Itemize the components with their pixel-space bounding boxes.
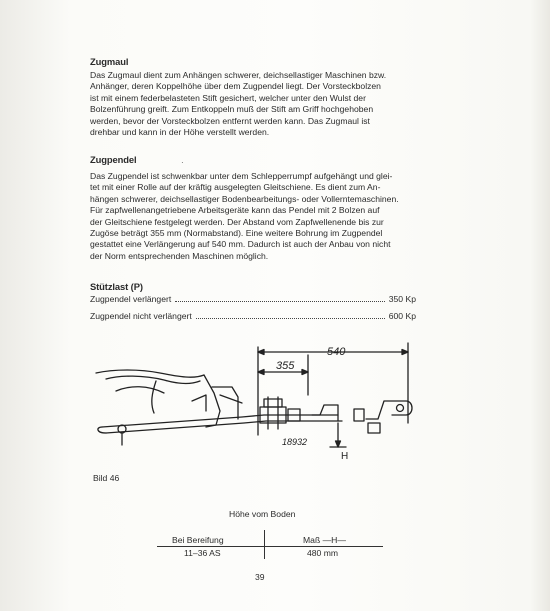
drawbar-technical-drawing [92, 335, 422, 465]
paragraph-line: hängen schwerer, deichsellastiger Bodenbearbeitungs- oder Vollerntemaschinen. [90, 193, 399, 204]
hitch-bracket [192, 395, 206, 411]
paragraph-line: Das Zugmaul dient zum Anhängen schwerer, deichsellastiger Maschinen bzw. [90, 70, 387, 80]
paragraph-line: tet mit einer Rolle auf der kräftig ausgelegten Gleitschiene. Es dient zum An- [90, 182, 381, 193]
zugpendel-paragraph [90, 171, 430, 262]
stuetzlast-heading: Stützlast (P) [90, 281, 143, 292]
tractor-body-outline [116, 387, 164, 393]
spec-label: Zugpendel verlängert [90, 294, 172, 304]
paragraph-line: Das Zugpendel ist schwenkbar unter dem Schlepperrumpf aufgehängt und glei- [90, 171, 393, 181]
drawbar-rail [106, 421, 342, 433]
pin-block [368, 423, 380, 433]
paragraph-line: der Gleitschiene festgelegt werden. Der Abstand vom Zapfwellenende bis zur [90, 216, 384, 227]
figure-caption: Bild 46 [93, 473, 120, 483]
table-cell-dimension: 480 mm [307, 548, 339, 558]
table-header-tire: Bei Bereifung [172, 535, 224, 545]
drawbar-eye-shank [312, 405, 338, 421]
spec-value: 350 Kp [388, 294, 416, 304]
paragraph-line: Für zapfwellenangetriebene Arbeitsgeräte kann das Pendel mit 2 Bolzen auf [90, 205, 380, 216]
spec-row-not-extended [90, 311, 416, 321]
drawbar-eye-extended [366, 401, 412, 419]
paragraph-line: drehbar und kann in der Höhe verstellt werden. [90, 127, 270, 138]
clamp-top [264, 399, 282, 407]
paragraph-line: der Norm entsprechenden Maschinen möglich. [90, 250, 269, 261]
hitch-bracket [212, 387, 238, 419]
height-arrow [336, 441, 341, 447]
spec-value: 600 Kp [388, 311, 416, 321]
dimension-label-540: 540 [327, 346, 346, 358]
dimension-label-355: 355 [276, 360, 295, 372]
height-label: H [341, 451, 349, 462]
tractor-body-outline [152, 381, 156, 413]
paragraph-line: Bolzenführung greift. Zum Entkoppeln muß der Stift am Griff hochgehoben [90, 104, 374, 115]
table-title: Höhe vom Boden [229, 509, 296, 519]
tractor-body-outline [96, 370, 204, 377]
paragraph-line: ist mit einem federbelasteten Stift gesichert, welcher unter den Wulst der [90, 92, 366, 103]
zugmaul-heading: Zugmaul [90, 56, 129, 67]
drawbar-end [98, 427, 106, 433]
paragraph-line: Anhänger, deren Koppelhöhe über dem Zugpendel liegt. Der Vorsteckbolzen [90, 81, 381, 92]
paragraph-line: werden, bevor der Vorsteckbolzen entfernt werden kann. Das Zugmaul ist [90, 115, 370, 126]
zugpendel-heading: Zugpendel [90, 154, 137, 165]
hitch-bracket [220, 395, 242, 403]
spec-row-extended [90, 294, 416, 304]
table-rule [157, 546, 383, 547]
paragraph-line: gestattet eine Verlängerung auf 540 mm. Dadurch ist auch der Anbau von nicht [90, 239, 391, 250]
table-divider [264, 530, 265, 559]
part-number-label: 18932 [282, 437, 308, 447]
pin-block [354, 409, 364, 421]
paragraph-line: Zugöse beträgt 355 mm (Normabstand). Eine weitere Bohrung im Zugpendel [90, 228, 383, 239]
dot-leader [196, 318, 385, 319]
table-cell-tire: 11–36 AS [184, 548, 221, 558]
spec-label: Zugpendel nicht verlängert [90, 311, 192, 321]
stray-mark: · [181, 158, 184, 167]
drawbar-eye-hole [397, 405, 404, 412]
dot-leader [175, 301, 385, 302]
zugmaul-paragraph [90, 70, 430, 138]
table-header-dimension: Maß —H— [303, 535, 346, 545]
page-number: 39 [255, 572, 265, 582]
